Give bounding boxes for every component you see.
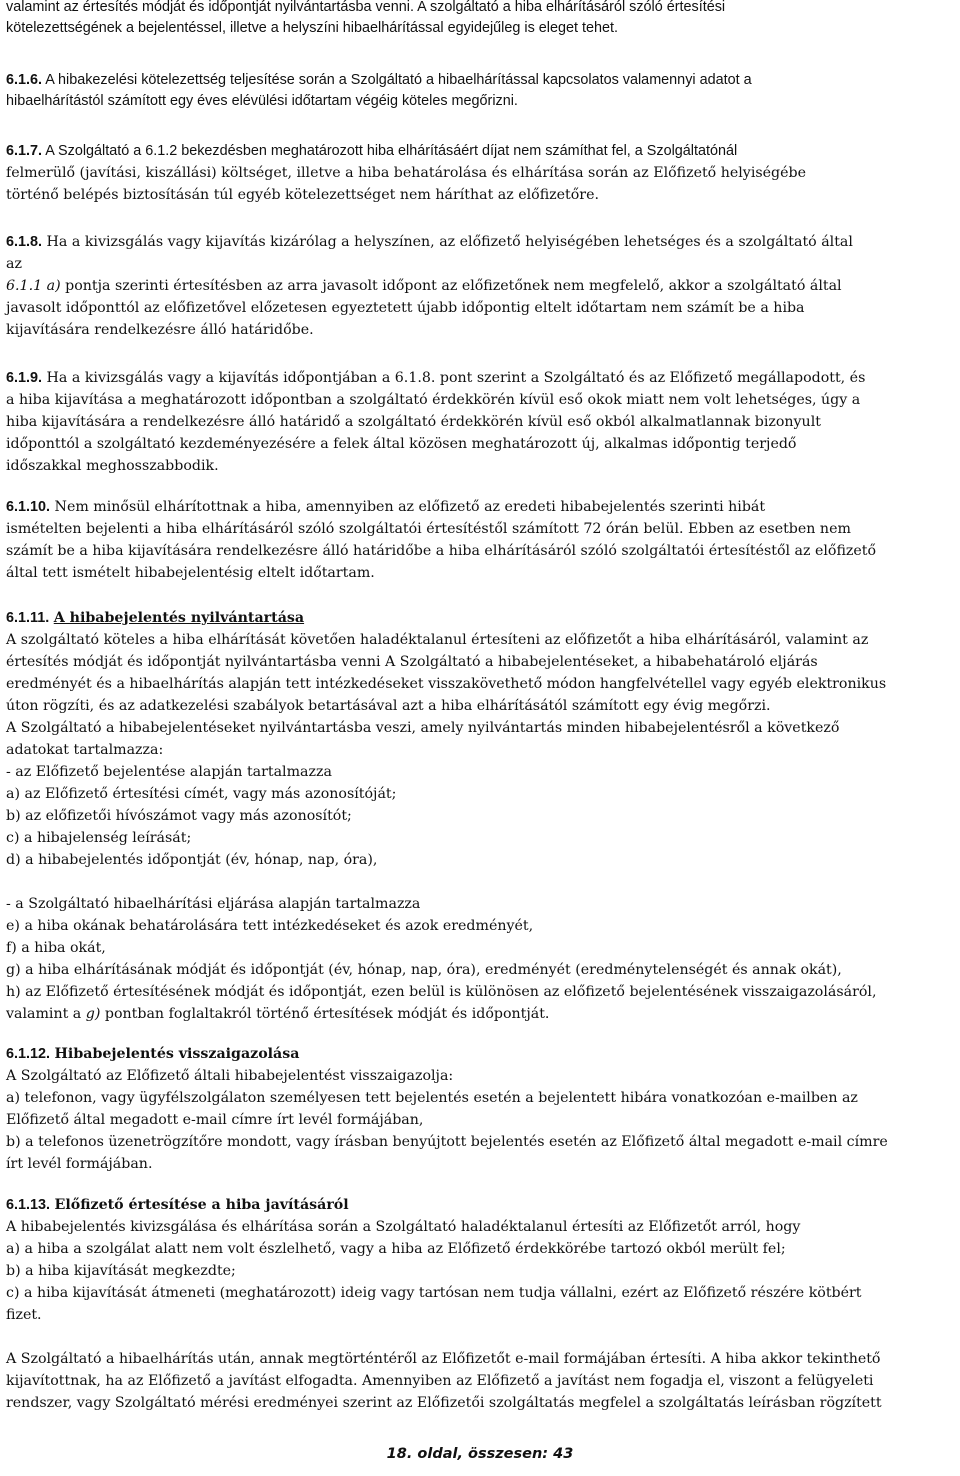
- text-line: Ha a kivizsgálás vagy kijavítás kizárólag a helyszínen, az előfizető helyiségében lehetséges és a szolgáltató által: [42, 234, 853, 250]
- text-line: A Szolgáltató a hibaelhárítás után, annak megtörténtéről az Előfizetőt e-mail formájában értesíti. A hiba akkor tekinthető: [6, 1351, 881, 1367]
- list-item: c) a hibajelenség leírását;: [6, 830, 192, 846]
- text-line: a hiba kijavítása a meghatározott időpontban a szolgáltató érdekkörén kívül eső okok miatt nem volt lehetséges, úgy a: [6, 392, 861, 408]
- list-item: f) a hiba okát,: [6, 940, 106, 956]
- section-number: 6.1.9.: [6, 370, 43, 386]
- text-line: adatokat tartalmazza:: [6, 742, 164, 758]
- section-number: 6.1.13.: [6, 1197, 51, 1213]
- text-line: A Szolgáltató a hibabejelentéseket nyilvántartásba veszi, amely nyilvántartás minden hibabejelentésről a következő: [6, 720, 840, 736]
- page-footer: 18. oldal, összesen: 43: [386, 1446, 574, 1462]
- section-reference: g): [85, 1006, 101, 1022]
- text-line: időszakkal meghosszabbodik.: [6, 458, 219, 474]
- list-item: g) a hiba elhárításának módját és időpontját (év, hónap, nap, óra), eredményét (eredménytelenségét és annak okát),: [6, 962, 842, 978]
- section-number: 6.1.10.: [6, 499, 51, 515]
- section-title: A hibabejelentés nyilvántartása: [53, 610, 305, 626]
- text-line: értesítés módját és időpontját nyilvántartásba venni A Szolgáltató a hibabejelentéseket, a hibabehatároló eljárás: [6, 654, 818, 670]
- text-line: kijavítására rendelkezésre álló határidőbe.: [6, 322, 314, 338]
- section-6-1-12: [6, 1043, 956, 1175]
- list-heading: - az Előfizető bejelentése alapján tartalmazza: [6, 764, 332, 780]
- text-line: valamint az értesítés módját és időpontját nyilvántartásba venni. A szolgáltató a hiba elhárításáról szóló értesítési: [6, 0, 726, 15]
- list-item: h) az Előfizető értesítésének módját és időpontját, ezen belül is különösen az előfizető bejelentésének visszaigazolásáról,: [6, 984, 877, 1000]
- list-item: d) a hibabejelentés időpontját (év, hónap, nap, óra),: [6, 852, 378, 868]
- list-item: a) a hiba a szolgálat alatt nem volt észlelhető, vagy a hiba az Előfizető érdekkörébe tartozó okból merült fel;: [6, 1241, 786, 1257]
- list-item: Előfizető által megadott e-mail címre írt levél formájában,: [6, 1112, 424, 1128]
- text-line: A Szolgáltató a 6.1.2 bekezdésben meghatározott hiba elhárításáért díjat nem számíthat fel, a Szolgáltatónál: [42, 143, 738, 159]
- text-line: rendszer, vagy Szolgáltató mérési eredményei szerint az Előfizetői szolgáltatás megfelel a szolgáltatás leírásban rögzített: [6, 1395, 882, 1411]
- text-line: Ha a kivizsgálás vagy a kijavítás időpontjában a 6.1.8. pont szerint a Szolgáltató és az Előfizető megállapodott, és: [42, 370, 866, 386]
- list-item: b) a hiba kijavítását megkezdte;: [6, 1263, 236, 1279]
- text-line: számít be a hiba kijavítására rendelkezésre álló határidőbe a hiba elhárításáról szóló szolgáltatói értesítéstől az előfizető: [6, 543, 877, 559]
- text-line: kijavítottnak, ha az Előfizető a javítást elfogadta. Amennyiben az Előfizető a javítást nem fogadja el, viszont a felügyeleti: [6, 1373, 874, 1389]
- list-heading: - a Szolgáltató hibaelhárítási eljárása alapján tartalmazza: [6, 896, 421, 912]
- section-title: Előfizető értesítése a hiba javításáról: [54, 1197, 349, 1213]
- text-line: hiba kijavítására a rendelkezésre álló határidő a szolgáltató érdekkörén kívül eső okból alkalmatlannak bizonyult: [6, 414, 821, 430]
- section-number: 6.1.7.: [6, 143, 43, 159]
- text-line: A hibabejelentés kivizsgálása és elhárítása során a Szolgáltató haladéktalanul értesíti az Előfizetőt arról, hogy: [6, 1219, 801, 1235]
- text-line: által tett ismételt hibabejelentésig eltelt időtartam.: [6, 565, 375, 581]
- section-6-1-7: [6, 140, 956, 206]
- text-line: időponttól a szolgáltató kezdeményezésére a felek által közösen meghatározott új, alkalmas időpontig terjedő: [6, 436, 797, 452]
- section-number: 6.1.8.: [6, 234, 43, 250]
- text-line: javasolt időponttól az előfizetővel előzetesen egyeztetett újabb időpontig eltelt időtartam nem számít be a hiba: [6, 300, 805, 316]
- section-reference: 6.1.1 a): [6, 278, 61, 294]
- list-item: fizet.: [6, 1307, 42, 1323]
- list-item: a) telefonon, vagy ügyfélszolgálaton személyesen tett bejelentés esetén a bejelentett hibára vonatkozóan e-mailben az: [6, 1090, 858, 1106]
- text-line: hibaelhárítástól számított egy éves elévülési időtartam végéig köteles megőrizni.: [6, 93, 518, 109]
- text-line: A Szolgáltató az Előfizető általi hibabejelentést visszaigazolja:: [6, 1068, 454, 1084]
- text-line: A hibakezelési kötelezettség teljesítése során a Szolgáltató a hibaelhárítással kapcsolatos valamennyi adatot a: [42, 72, 752, 88]
- section-number: 6.1.12.: [6, 1046, 51, 1062]
- text-line: ismételten bejelenti a hiba elhárításáról szóló szolgáltatói értesítéstől számított 72 órán belül. Ebben az esetben nem: [6, 521, 851, 537]
- list-item: b) a telefonos üzenetrögzítőre mondott, vagy írásban benyújtott bejelentés esetén az Előfizető által megadott e-mail címre: [6, 1134, 888, 1150]
- section-number: 6.1.11.: [6, 610, 50, 626]
- text-line: Nem minősül elhárítottnak a hiba, amennyiben az előfizető az eredeti hibabejelentés szerinti hibát: [50, 499, 766, 515]
- text-line: valamint a: [6, 1006, 86, 1022]
- intro-paragraph: [6, 0, 956, 39]
- section-6-1-6: [6, 70, 956, 112]
- list-item: a) az Előfizető értesítési címét, vagy más azonosítóját;: [6, 786, 397, 802]
- text-line: úton rögzíti, és az adatkezelési szabályok betartásával azt a hiba elhárításától számított egy évig megőrzi.: [6, 698, 771, 714]
- text-line: kötelezettségének a bejelentéssel, illetve a helyszíni hibaelhárítással egyidejűleg is eleget tehet.: [6, 20, 618, 36]
- text-line: történő belépés biztosításán túl egyéb kötelezettséget nem háríthat az előfizetőre.: [6, 187, 599, 203]
- list-item: c) a hiba kijavítását átmeneti (meghatározott) ideig vagy tartósan nem tudja vállalni, ezért az Előfizető részére kötbért: [6, 1285, 862, 1301]
- text-line: eredményét és a hibaelhárítás alapján tett intézkedéseket visszakövethető módon hangfelvétellel vagy egyéb elektronikus: [6, 676, 887, 692]
- text-line: felmerülő (javítási, kiszállási) költséget, illetve a hiba behatárolása és elhárítása során az Előfizető helyiségébe: [6, 165, 806, 181]
- section-title: Hibabejelentés visszaigazolása: [54, 1046, 300, 1062]
- list-item: e) a hiba okának behatárolására tett intézkedéseket és azok eredményét,: [6, 918, 534, 934]
- list-item: írt levél formájában.: [6, 1156, 153, 1172]
- text-line: az: [6, 256, 22, 272]
- list-item: b) az előfizetői hívószámot vagy más azonosítót;: [6, 808, 352, 824]
- section-6-1-8: [6, 231, 956, 341]
- section-number: 6.1.6.: [6, 72, 43, 88]
- section-6-1-13: [6, 1194, 956, 1414]
- section-6-1-10: [6, 496, 956, 584]
- text-line: pontban foglaltakról történő értesítések módját és időpontját.: [100, 1006, 550, 1022]
- section-6-1-11: [6, 607, 956, 1025]
- text-line: pontja szerinti értesítésben az arra javasolt időpont az előfizetőnek nem megfelelő, akkor a szolgáltató által: [60, 278, 842, 294]
- text-line: A szolgáltató köteles a hiba elhárítását követően haladéktalanul értesíteni az előfizetőt a hiba elhárításáról, valamint az: [6, 632, 869, 648]
- section-6-1-9: [6, 367, 956, 477]
